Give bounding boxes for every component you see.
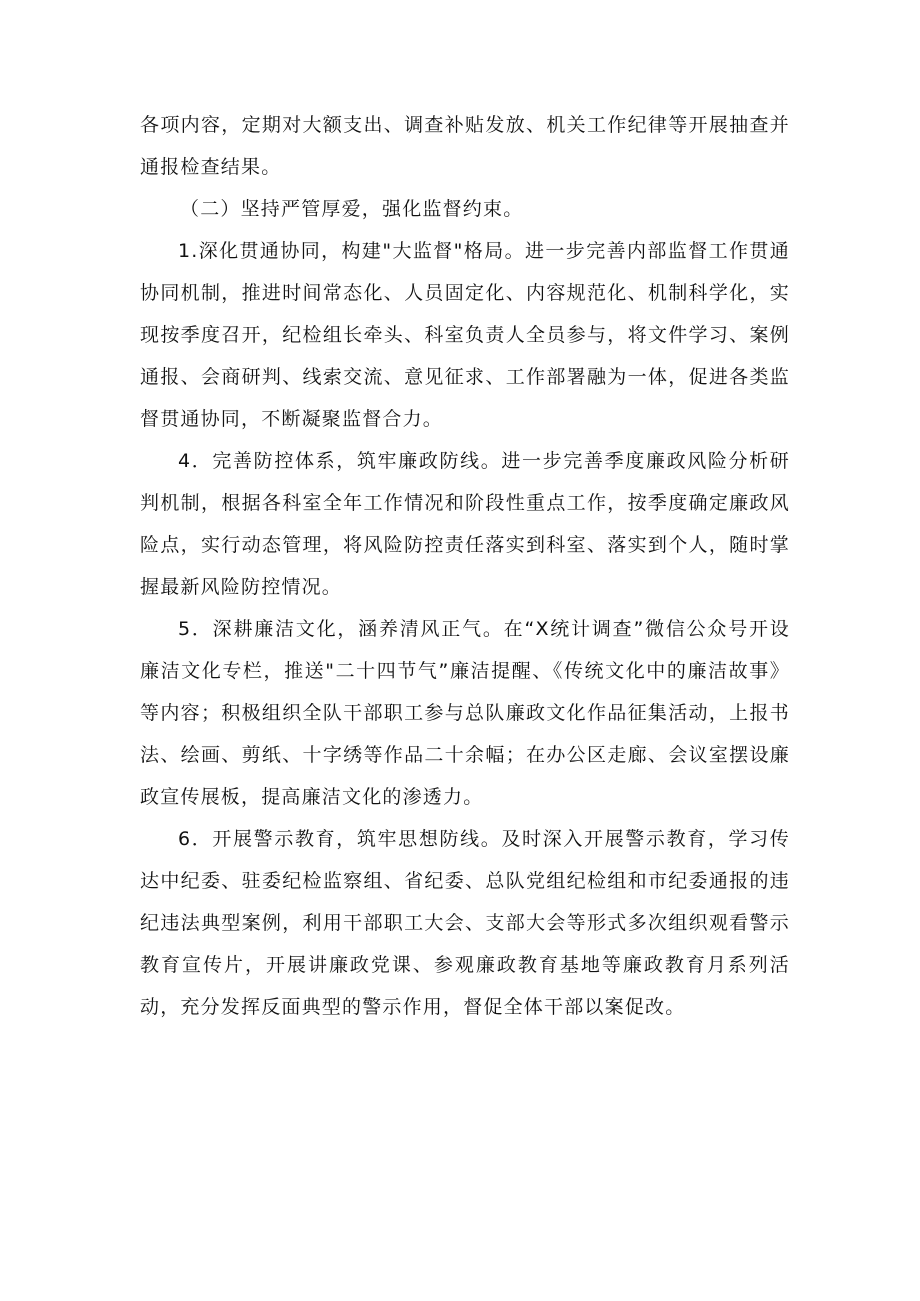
section-heading: （二）坚持严管厚爱，强化监督约束。 [180, 198, 524, 220]
paragraph-item-5: 5．深耕廉洁文化，涵养清风正气。在“X统计调查”微信公众号开设廉洁文化专栏，推送"二十四节气”廉洁提醒、《传统文化中的廉洁故事》等内容；积极组织全队干部职工参与总队廉政文化作品征集活动，上报书法、绘画、剪纸、十字绣等作品二十余幅；在办公区走廊、会议室摆设廉政宣传展板，提高廉洁文化的渗透力。 [140, 618, 790, 808]
paragraph-item-6: 6．开展警示教育，筑牢思想防线。及时深入开展警示教育，学习传达中纪委、驻委纪检监察组、省纪委、总队党组纪检组和市纪委通报的违纪违法典型案例，利用干部职工大会、支部大会等形式多次组织观看警示教育宣传片，开展讲廉政党课、参观廉政教育基地等廉政教育月系列活动，充分发挥反面典型的警示作用，督促全体干部以案促改。 [140, 828, 790, 1018]
paragraph-item-1: 1.深化贯通协同，构建"大监督"格局。进一步完善内部监督工作贯通协同机制，推进时间常态化、人员固定化、内容规范化、机制科学化，实现按季度召开，纪检组长牵头、科室负责人全员参与，将文件学习、案例通报、会商研判、线索交流、意见征求、工作部署融为一体，促进各类监督贯通协同，不断凝聚监督合力。 [140, 240, 790, 430]
continued-paragraph: 各项内容，定期对大额支出、调查补贴发放、机关工作纪律等开展抽查并通报检查结果。 [140, 114, 790, 178]
paragraph-item-4: 4．完善防控体系，筑牢廉政防线。进一步完善季度廉政风险分析研判机制，根据各科室全年工作情况和阶段性重点工作，按季度确定廉政风险点，实行动态管理，将风险防控责任落实到科室、落实到个人，随时掌握最新风险防控情况。 [140, 450, 790, 598]
